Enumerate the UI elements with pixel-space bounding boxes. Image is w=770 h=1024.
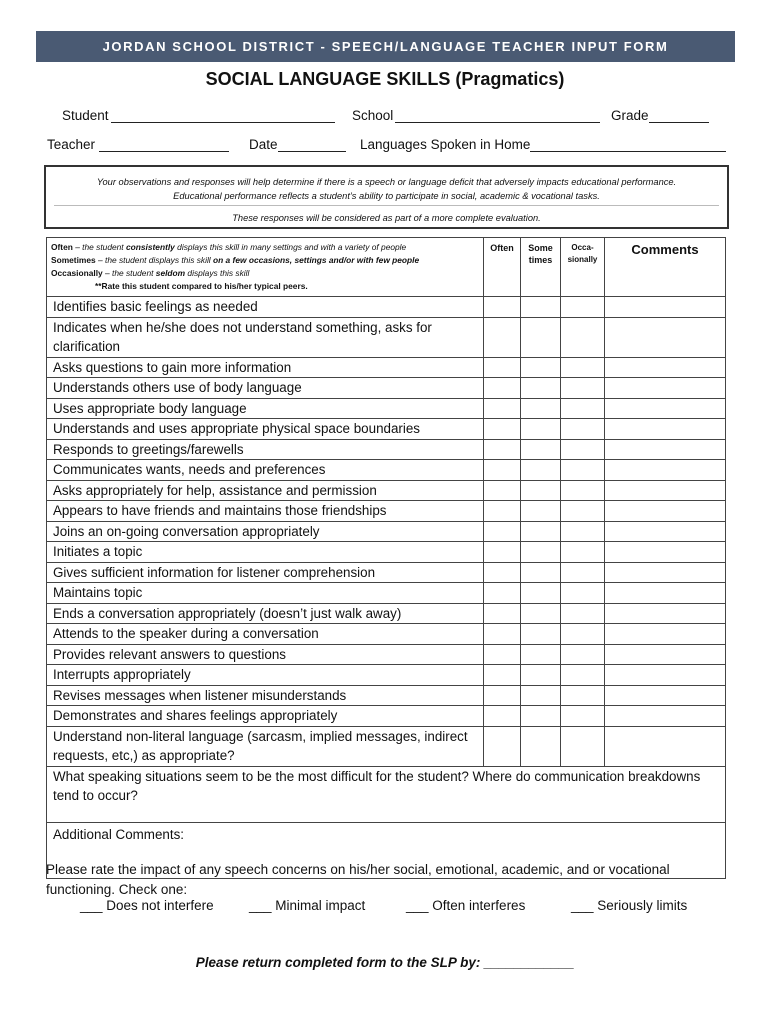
often-cell[interactable] bbox=[484, 317, 521, 357]
skill-row bbox=[47, 480, 726, 501]
instructions-line-1: Your observations and responses will help determine if there is a speech or language deficit that adversely impacts educational performance. bbox=[96, 177, 677, 187]
option-does-not-interfere[interactable]: ___ Does not interfere bbox=[80, 898, 214, 913]
often-cell[interactable] bbox=[484, 542, 521, 563]
occasionally-cell[interactable] bbox=[561, 542, 605, 563]
instructions-box bbox=[44, 165, 729, 229]
skill-label: Ends a conversation appropriately (doesn’t just walk away) bbox=[47, 603, 484, 624]
sometimes-cell[interactable] bbox=[521, 644, 561, 665]
occasionally-cell[interactable] bbox=[561, 644, 605, 665]
col-sometimes: Some times bbox=[521, 238, 561, 297]
col-occasionally: Occa- sionally bbox=[561, 238, 605, 297]
legend-rate-note: **Rate this student compared to his/her typical peers. bbox=[95, 281, 308, 291]
skill-label: Maintains topic bbox=[47, 583, 484, 604]
sometimes-cell[interactable] bbox=[521, 357, 561, 378]
sometimes-cell[interactable] bbox=[521, 685, 561, 706]
often-cell[interactable] bbox=[484, 624, 521, 645]
skill-row bbox=[47, 603, 726, 624]
occasionally-cell[interactable] bbox=[561, 562, 605, 583]
occasionally-cell[interactable] bbox=[561, 583, 605, 604]
skill-label: Communicates wants, needs and preferences bbox=[47, 460, 484, 481]
skill-row bbox=[47, 542, 726, 563]
occasionally-cell[interactable] bbox=[561, 460, 605, 481]
often-cell[interactable] bbox=[484, 439, 521, 460]
student-line[interactable] bbox=[111, 110, 335, 123]
skill-label: Attends to the speaker during a conversation bbox=[47, 624, 484, 645]
school-label: School bbox=[352, 108, 394, 123]
skill-row bbox=[47, 644, 726, 665]
date-line[interactable] bbox=[278, 139, 346, 152]
comments-cell[interactable] bbox=[605, 439, 726, 460]
skill-label: Uses appropriate body language bbox=[47, 398, 484, 419]
occasionally-cell[interactable] bbox=[561, 398, 605, 419]
skill-row bbox=[47, 583, 726, 604]
skill-label: Revises messages when listener misunderstands bbox=[47, 685, 484, 706]
skill-row bbox=[47, 706, 726, 727]
occasionally-cell[interactable] bbox=[561, 357, 605, 378]
option-minimal-impact[interactable]: ___ Minimal impact bbox=[249, 898, 366, 913]
skill-label: Initiates a topic bbox=[47, 542, 484, 563]
col-often: Often bbox=[484, 238, 521, 297]
languages-field[interactable] bbox=[360, 137, 726, 152]
occasionally-cell[interactable] bbox=[561, 501, 605, 522]
languages-line[interactable] bbox=[530, 139, 726, 152]
often-cell[interactable] bbox=[484, 398, 521, 419]
form-title: SOCIAL LANGUAGE SKILLS (Pragmatics) bbox=[205, 69, 565, 89]
skill-label: Understand non-literal language (sarcasm, implied messages, indirect requests, etc,) as appropriate? bbox=[47, 726, 484, 766]
legend-often: Often – the student consistently displays this skill in many settings and with a variety of people bbox=[51, 242, 407, 252]
date-field[interactable] bbox=[249, 137, 346, 152]
teacher-line[interactable] bbox=[99, 139, 229, 152]
teacher-label: Teacher bbox=[47, 137, 96, 152]
often-cell[interactable] bbox=[484, 644, 521, 665]
option-seriously-limits[interactable]: ___ Seriously limits bbox=[571, 898, 688, 913]
sometimes-cell[interactable] bbox=[521, 439, 561, 460]
return-note: Please return completed form to the SLP by: ____________ bbox=[195, 955, 575, 970]
occasionally-cell[interactable] bbox=[561, 685, 605, 706]
often-cell[interactable] bbox=[484, 562, 521, 583]
sometimes-cell[interactable] bbox=[521, 521, 561, 542]
skill-label: Indicates when he/she does not understand something, asks for clarification bbox=[47, 317, 484, 357]
occasionally-cell[interactable] bbox=[561, 480, 605, 501]
sometimes-cell[interactable] bbox=[521, 603, 561, 624]
skill-row bbox=[47, 726, 726, 766]
sometimes-cell[interactable] bbox=[521, 726, 561, 766]
often-cell[interactable] bbox=[484, 685, 521, 706]
question-row[interactable] bbox=[47, 766, 726, 822]
comments-cell[interactable] bbox=[605, 685, 726, 706]
sometimes-cell[interactable] bbox=[521, 297, 561, 318]
header-row bbox=[47, 238, 726, 297]
instructions-text bbox=[46, 167, 727, 203]
skill-row bbox=[47, 624, 726, 645]
col-comments: Comments bbox=[605, 238, 726, 297]
skill-row bbox=[47, 439, 726, 460]
often-cell[interactable] bbox=[484, 521, 521, 542]
sometimes-cell[interactable] bbox=[521, 501, 561, 522]
comments-cell[interactable] bbox=[605, 726, 726, 766]
sometimes-cell[interactable] bbox=[521, 706, 561, 727]
skill-row bbox=[47, 460, 726, 481]
grade-field[interactable] bbox=[611, 108, 709, 123]
comments-cell[interactable] bbox=[605, 317, 726, 357]
comments-cell[interactable] bbox=[605, 665, 726, 686]
sometimes-cell[interactable] bbox=[521, 480, 561, 501]
sometimes-cell[interactable] bbox=[521, 624, 561, 645]
sometimes-cell[interactable] bbox=[521, 419, 561, 440]
comments-cell[interactable] bbox=[605, 624, 726, 645]
comments-cell[interactable] bbox=[605, 501, 726, 522]
date-label: Date bbox=[249, 137, 278, 152]
skill-label: Joins an on-going conversation appropriately bbox=[47, 521, 484, 542]
occasionally-cell[interactable] bbox=[561, 297, 605, 318]
often-cell[interactable] bbox=[484, 480, 521, 501]
sometimes-cell[interactable] bbox=[521, 460, 561, 481]
grade-line[interactable] bbox=[649, 110, 709, 123]
often-cell[interactable] bbox=[484, 378, 521, 399]
skill-row bbox=[47, 501, 726, 522]
grade-label: Grade bbox=[611, 108, 649, 123]
sometimes-cell[interactable] bbox=[521, 317, 561, 357]
skill-row bbox=[47, 297, 726, 318]
comments-cell[interactable] bbox=[605, 644, 726, 665]
legend-sometimes: Sometimes – the student displays this skill on a few occasions, settings and/or with few people bbox=[51, 255, 420, 265]
skill-row bbox=[47, 398, 726, 419]
skill-row bbox=[47, 378, 726, 399]
student-label: Student bbox=[62, 108, 109, 123]
occasionally-cell[interactable] bbox=[561, 665, 605, 686]
skill-label: Interrupts appropriately bbox=[47, 665, 484, 686]
student-field[interactable] bbox=[62, 108, 335, 123]
occasionally-cell[interactable] bbox=[561, 624, 605, 645]
occasionally-cell[interactable] bbox=[561, 378, 605, 399]
skill-row bbox=[47, 419, 726, 440]
skill-row bbox=[47, 562, 726, 583]
comments-cell[interactable] bbox=[605, 357, 726, 378]
often-cell[interactable] bbox=[484, 706, 521, 727]
sometimes-cell[interactable] bbox=[521, 665, 561, 686]
comments-cell[interactable] bbox=[605, 398, 726, 419]
often-cell[interactable] bbox=[484, 603, 521, 624]
often-cell[interactable] bbox=[484, 357, 521, 378]
occasionally-cell[interactable] bbox=[561, 439, 605, 460]
additional-comments[interactable]: Additional Comments: bbox=[47, 822, 726, 878]
skill-label: Asks questions to gain more information bbox=[47, 357, 484, 378]
occasionally-cell[interactable] bbox=[561, 726, 605, 766]
sometimes-cell[interactable] bbox=[521, 542, 561, 563]
skills-table bbox=[46, 237, 726, 879]
often-cell[interactable] bbox=[484, 297, 521, 318]
sometimes-cell[interactable] bbox=[521, 378, 561, 399]
often-cell[interactable] bbox=[484, 501, 521, 522]
legend-occasionally: Occasionally – the student seldom displays this skill bbox=[51, 268, 250, 278]
comments-cell[interactable] bbox=[605, 480, 726, 501]
sometimes-cell[interactable] bbox=[521, 398, 561, 419]
occasionally-cell[interactable] bbox=[561, 419, 605, 440]
skill-row bbox=[47, 521, 726, 542]
skill-label: Asks appropriately for help, assistance and permission bbox=[47, 480, 484, 501]
difficult-situations-question[interactable]: What speaking situations seem to be the most difficult for the student? Where do communication breakdowns tend to occur? bbox=[47, 766, 726, 822]
skill-row bbox=[47, 357, 726, 378]
teacher-field[interactable] bbox=[47, 137, 229, 152]
form-banner: JORDAN SCHOOL DISTRICT - SPEECH/LANGUAGE TEACHER INPUT FORM bbox=[36, 31, 735, 62]
comments-cell[interactable] bbox=[605, 297, 726, 318]
skill-label: Identifies basic feelings as needed bbox=[47, 297, 484, 318]
often-cell[interactable] bbox=[484, 583, 521, 604]
often-cell[interactable] bbox=[484, 419, 521, 440]
comments-cell[interactable] bbox=[605, 562, 726, 583]
comments-cell[interactable] bbox=[605, 460, 726, 481]
impact-question: Please rate the impact of any speech concerns on his/her social, emotional, academic, and or vocational functioning. Check one: bbox=[46, 862, 670, 897]
skill-label: Provides relevant answers to questions bbox=[47, 644, 484, 665]
often-cell[interactable] bbox=[484, 460, 521, 481]
skill-row bbox=[47, 317, 726, 357]
option-often-interferes[interactable]: ___ Often interferes bbox=[406, 898, 526, 913]
occasionally-cell[interactable] bbox=[561, 521, 605, 542]
skill-row bbox=[47, 685, 726, 706]
school-line[interactable] bbox=[395, 110, 600, 123]
comments-cell[interactable] bbox=[605, 706, 726, 727]
often-cell[interactable] bbox=[484, 665, 521, 686]
skill-label: Demonstrates and shares feelings appropriately bbox=[47, 706, 484, 727]
skill-row bbox=[47, 665, 726, 686]
languages-label: Languages Spoken in Home bbox=[360, 137, 531, 152]
instructions-line-2: Educational performance reflects a student’s ability to participate in social, academic & vocational tasks. bbox=[173, 191, 600, 201]
comments-cell[interactable] bbox=[605, 521, 726, 542]
school-field[interactable] bbox=[352, 108, 600, 123]
occasionally-cell[interactable] bbox=[561, 603, 605, 624]
comments-cell[interactable] bbox=[605, 542, 726, 563]
comments-cell[interactable] bbox=[605, 583, 726, 604]
often-cell[interactable] bbox=[484, 726, 521, 766]
skill-label: Understands others use of body language bbox=[47, 378, 484, 399]
comments-cell[interactable] bbox=[605, 419, 726, 440]
occasionally-cell[interactable] bbox=[561, 706, 605, 727]
occasionally-cell[interactable] bbox=[561, 317, 605, 357]
skill-label: Understands and uses appropriate physical space boundaries bbox=[47, 419, 484, 440]
rating-legend bbox=[47, 238, 484, 297]
skill-label: Appears to have friends and maintains those friendships bbox=[47, 501, 484, 522]
instructions-line-3: These responses will be considered as part of a more complete evaluation. bbox=[232, 213, 541, 223]
skill-label: Gives sufficient information for listener comprehension bbox=[47, 562, 484, 583]
comments-cell[interactable] bbox=[605, 603, 726, 624]
sometimes-cell[interactable] bbox=[521, 562, 561, 583]
comments-cell[interactable] bbox=[605, 378, 726, 399]
sometimes-cell[interactable] bbox=[521, 583, 561, 604]
skill-label: Responds to greetings/farewells bbox=[47, 439, 484, 460]
